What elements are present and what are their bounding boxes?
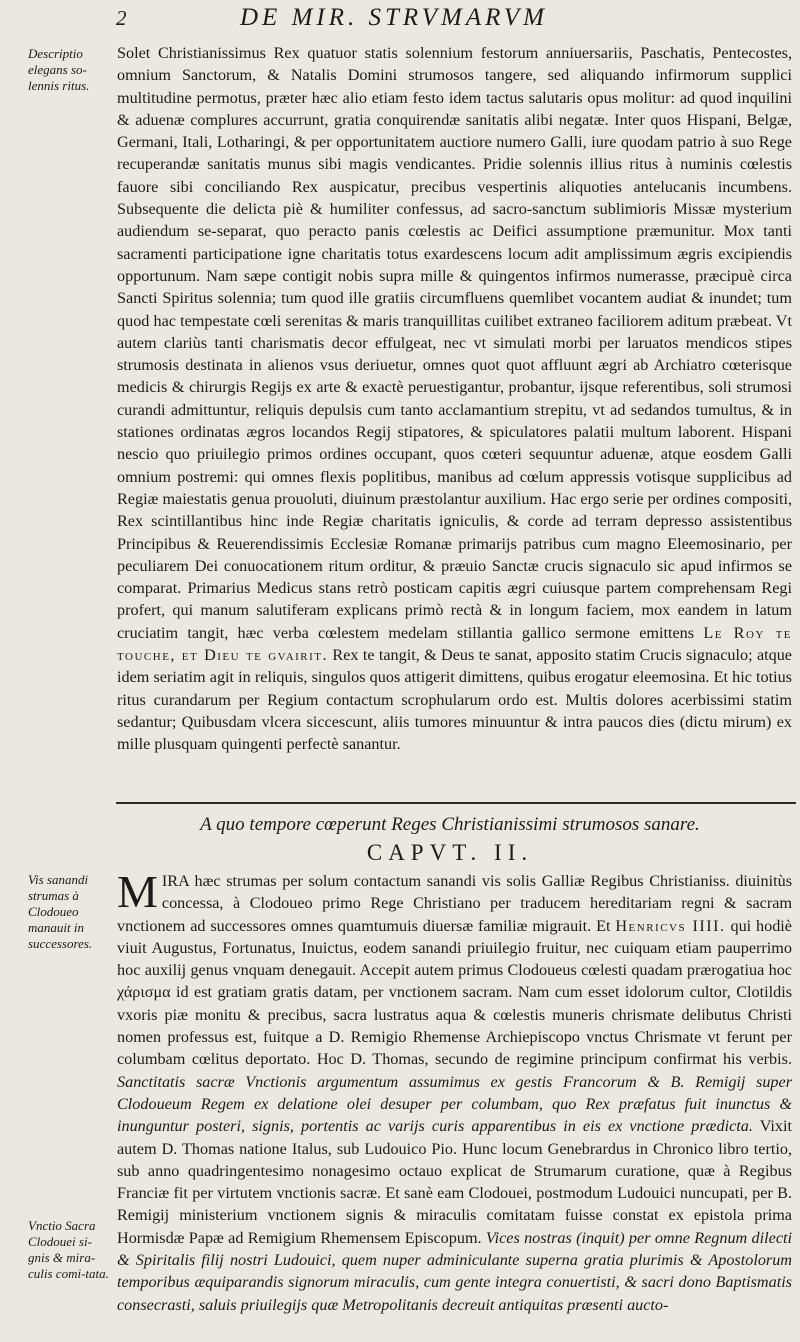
drop-cap-letter: M bbox=[117, 866, 158, 917]
section-divider bbox=[116, 802, 796, 804]
chapter-subheading: A quo tempore cœperunt Reges Christianissimi strumosos sanare. bbox=[200, 814, 700, 835]
margin-note-unction: Vnctio Sacra Clodouei si-gnis & mira-culis comi-tata. bbox=[28, 1218, 109, 1281]
margin-note-successors: Vis sanandi strumas à Clodoueo manauit in successores. bbox=[28, 872, 93, 951]
chapter-title: CAPVT. II. bbox=[366, 840, 534, 865]
hormisdas-quote: Vices nostras (inquit) per omne Regnum dilecti & Spiritalis filij nostri Ludouici, quem nuper adminiculante superna gratia plurimis & Apostolorum temporibus æquiparandis signorum miraculis, cum gente integra conuertisti, & sacri dono Baptismatis consecrasti, saluis priuilegijs quæ Metropolitanis decreuit antiquitas præsenti bbox=[117, 1228, 792, 1314]
thomas-quote: Sanctitatis sacræ Vnctionis argumentum assumimus ex gestis Francorum & B. Remigij super Clodoueum Regem ex delatione olei desuper per columbam, quo Rex præfatus fuit inunctus & inunguntur posteri, signis, portentis ac varijs curis apparentibus in eis ex vnctione prædicta. bbox=[117, 1072, 792, 1136]
king-words: Le Roy te touche, et Dieu te gvairit. bbox=[117, 623, 793, 665]
running-title: DE MIR. STRVMARVM bbox=[240, 4, 549, 31]
henricus-name: Henricvs IIII. bbox=[615, 916, 726, 935]
rite-text-end: Rex te tangit, & Deus te sanat, apposito statim Crucis signaculo; atque idem seriatim agit in reliquis, singulos quos attigerit dimittens, quibus erogatur eleemosina. Et hic totius ritus curandarum per Regium contactum scrophularum ordo est. Multis dolores acerbissimi statim sedantur; Quibusdam vlcera siccescunt, aliis tumores minuuntur & intra paucos dies (dictu mirum) ex mille plusquam quingenti perfectè sanantur. bbox=[117, 646, 792, 754]
margin-note-rite: Descriptio elegans so-lennis ritus. bbox=[28, 46, 90, 93]
page-number: 2 bbox=[116, 6, 127, 30]
chapter-opening: IRA hæc strumas per solum contactum sanandi vis solis Galliæ Regibus Christianiss. diuinitùs concessa, à Clodoueo primo Rege Christiano per traducem hereditariam regni & sacram vnctionem ad successores omnes quamtumuis diuersæ familiæ migrauit. Et bbox=[117, 872, 792, 935]
chapter-text-cont: Vixit autem D. Thomas natione Italus, sub Ludouico Pio. Hunc locum Genebrardus in Chronico libro tertio, sub anno quadringentesimo nonagesimo octauo explicat de Strumarum curatione, quæ à Regibus Franciæ fit per virtutem vnctionis sacræ. Et sanè eam Clodouei, postmodum Ludouici nuncupati, per B. Remigij ministerium vnctionem signis & miraculis comitatam fuisse constat ex epistola prima Hormisdæ Papæ ad Remigium Rhemensem Episcopum. bbox=[117, 1117, 792, 1247]
rite-text: Solet Christianissimus Rex quatuor statis solennium festorum anniuersariis, Paschatis, Pentecostes, omnium Sanctorum, & Natalis Domini strumosos tangere, sed aliquando infirmorum supplici multitudine permotus, præter hæc alio etiam festo idem tactus salutaris opus molitur: ad quod inquilini & aduenæ complures accurrunt, gratia conquirendæ sanitatis alibi negatæ. Inter quos Hispani, Belgæ, Germani, Itali, Lotharingi, & per opportunitatem auctiore numero Galli, iure quodam patrio à suo Rege recuperandæ sanitatis munus sibi magis vendicantes. Pridie solennis illius ritus à numinis cœlestis fauore sibi conciliando Rex auspicatur, precibus vespertinis aliquoties antelucanis incumbens. Subsequente die delicta piè & humiliter confessus, ad sacro-sanctum sublimioris Missæ mysterium audiendum se-separat, quo peracto panis cœlestis ac Deifici assumptione præmunitur. Mox tanti sacramenti participatione igne charitatis totus exardescens locum adit amplissimum ægris excipiendis opportunum. Nam sæpe contigit nobis supra mille & quingentos infirmos numerasse, præcipuè circa Sancti Spiritus solennia; tum quod ille gratiis circumfluens quemlibet vocantem audiat & inundet; tum quod hac tempestate cœli serenitas & maris tranquillitas cuilibet extraneo faciliorem aditum præbeat. Vt autem clariùs tanti charismatis decor effulgeat, nec vt simulati morbi per laruatos mendicos stipes strumosis destinata in alienos vsus deriuetur, omnes quot quot affluunt ægri ab Archiatro cœterisque medicis & chirurgis Regijs ex arte & exactè peruestigantur, probantur, ijsque referentibus, soli strumosi curandi admittuntur, reliquis depulsis cum tanto acclamantium strepitu, vt ad sedandos tumultus, & in stationes ordinatas ægros locandos Regij stipatores, & spiculatores palatii multum laborent. Hispani nescio quo priuilegio primos ordines occupant, quos cœteri sequuntur aduenæ, atque eosdem Galli omnium postremi: qui omnes flexis poplitibus, manibus ad cœlum appressis votisque supplicibus ad Regiæ maiestatis genua prouoluti, diuinum præstolantur auxilium. Hac ergo serie per ordines compositi, Rex scintillantibus hinc inde Regiæ charitatis igniculis, & corde ad terram depresso assistentibus Principibus & Reuerendissimis Ecclesiæ Romanæ primarijs patribus cum magno Eleemosinario, per peculiarem Dei conuocationem ritum orditur, & præuio Sanctæ crucis signaculo sic apud infirmos se comparat. Primarius Medicus stans retrò posticam capitis ægri cuiusque partem comprehensam Regi profert, qui manum salutiferam explicans primò rectà & in longum faciem, mox eandem in latum cruciatim tangit, hæc verba cœlestem medelam stillantia gallico sermone emittens bbox=[117, 44, 792, 642]
running-header bbox=[0, 4, 800, 36]
chapter-two-paragraph bbox=[117, 866, 792, 1316]
chapter-text: qui hodiè viuit Augustus, Fortunatus, Inuictus, eodem sanandi priuilegio fruitur, nec cuiquam etiam pauperrimo hoc auxilij genus vnquam denegauit. Accepit autem primus Clodoueus cœlesti quadam prærogatiua hoc χάρισμα id est gratiam gratis datam, per vnctionem sacram. Nam cum esset idolorum cultor, Clotildis vxoris piæ monitu & precibus, sacra lustratus aqua & cœlestis muneris chrismate delibutus Christi nomen professus est, fuitque a D. Remigio Rhemense Archiepiscopo vnctus Chrismate vt ferunt per columbam cœlitus deportato. Hoc D. Thomas, secundo de regimine principum confirmat his verbis. bbox=[117, 916, 792, 1069]
catchword: aucto- bbox=[627, 1295, 669, 1314]
rite-description-paragraph bbox=[117, 42, 792, 756]
